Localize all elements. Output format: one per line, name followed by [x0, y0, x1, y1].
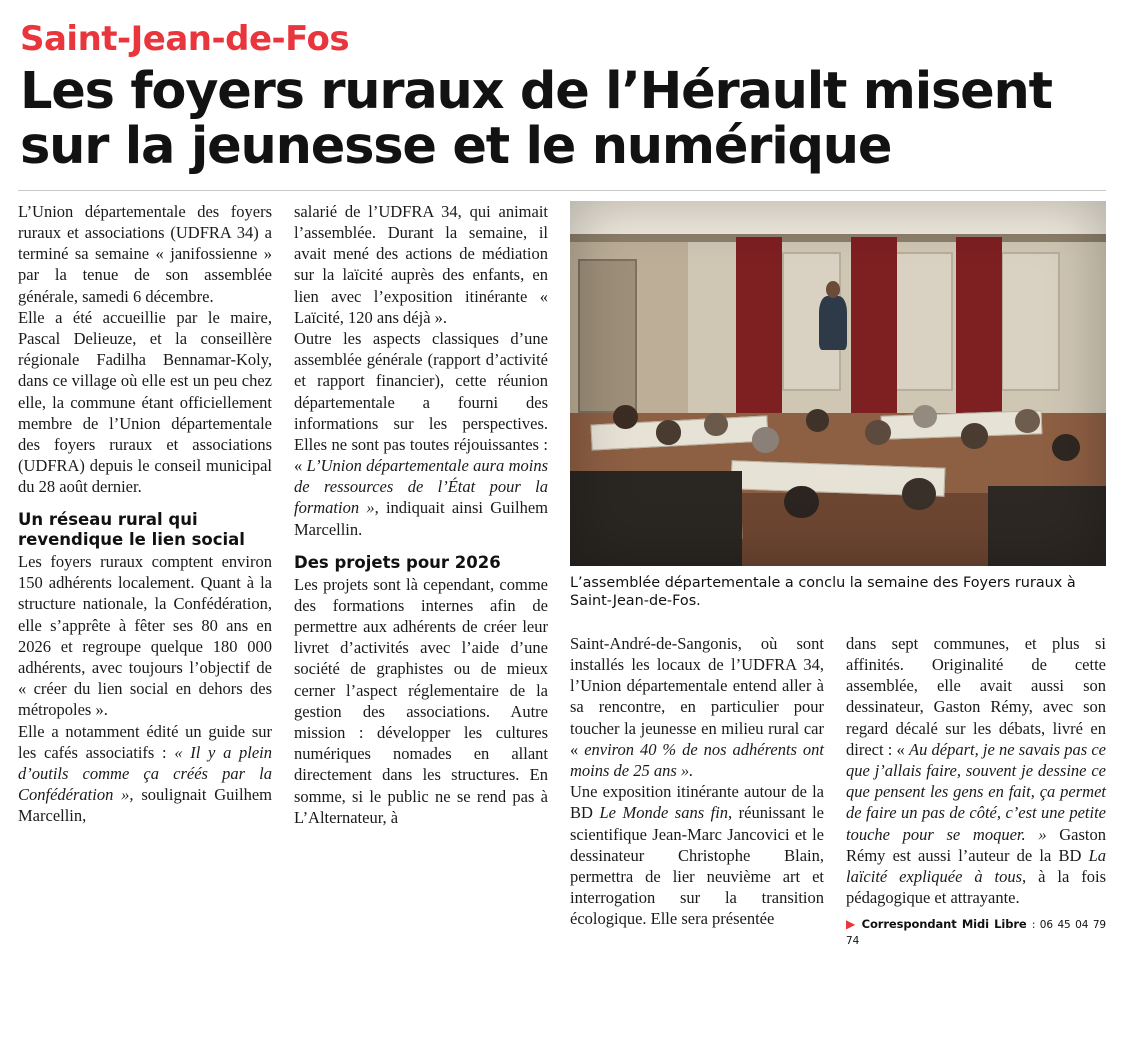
column-4	[846, 633, 1106, 948]
byline-credit	[846, 917, 1106, 948]
paragraph-text: , indiquait ainsi Guilhem Marcellin.	[294, 498, 548, 539]
photo-caption: L’assemblée départementale a conclu la semaine des Foyers ruraux à Saint-Jean-de-Fos.	[570, 574, 1076, 610]
pull-quote: L’Union départementale aura moins de ressources de l’État pour la formation »	[294, 456, 548, 518]
photo-vignette	[570, 201, 1106, 566]
work-title: Le Monde sans fin	[599, 803, 729, 823]
header-divider	[18, 190, 1106, 191]
paragraph: L’Union départementale des foyers ruraux et associations (UDFRA 34) a terminé sa semaine « janifossienne » par la tenue de son assemblée générale, samedi 6 décembre.	[18, 201, 272, 306]
paragraph-text: soulignait Guilhem Marcellin,	[18, 785, 273, 826]
triangle-icon: ▶	[846, 917, 857, 932]
page-title: Les foyers ruraux de l’Hérault misent sur la jeunesse et le numérique	[20, 61, 1052, 176]
work-title: La laïcité expliquée à tous	[846, 845, 1107, 886]
column-3	[570, 633, 824, 930]
paragraph-text: Une exposition itinérante autour de la BD	[570, 782, 824, 823]
paragraph-text: , réunissant le scientifique Jean-Marc Jancovici et le dessinateur Christophe Blain, permettra de lier neuvième art et interrogation sur la transition écologique. Elle sera présentée	[570, 803, 824, 929]
paragraph-text: Saint-André-de-Sangonis, où sont installés les locaux de l’UDFRA 34, l’Union départementale entend aller à sa rencontre, en particulier pour toucher la jeunesse en milieu rural car «	[570, 633, 824, 759]
paragraph	[846, 633, 1106, 908]
pull-quote: « Il y a plein d’outils comme ça créés par la Confédération »,	[18, 742, 273, 805]
paragraph: salarié de l’UDFRA 34, qui animait l’assemblée. Durant la semaine, il avait mené des actions de médiation sur la laïcité auprès des enfants, en lien avec l’exposition itinérante « Laïcité, 120 ans déjà ».	[294, 201, 548, 327]
paragraph-text: Outre les aspects classiques d’une assemblée générale (rapport d’activité et rapport financier), cette réunion départementale a fourni des informations sur les perspectives. Elles ne sont pas toutes réjouissantes : «	[294, 328, 548, 476]
paragraph: Les foyers ruraux comptent environ 150 adhérents localement. Quant à la structure nationale, la Confédération, elle s’apprête à fêter ses 80 ans en 2026 et regroupe quelque 180 000 adhérents, avec toujours l’objectif de « créer du lien social en dehors des métropoles ».	[18, 552, 272, 720]
credit-label: Correspondant Midi Libre	[861, 917, 1027, 932]
paragraph-text: Elle a notamment édité un guide sur les cafés associatifs :	[18, 721, 272, 762]
column-2	[294, 201, 548, 828]
kicker-location: Saint-Jean-de-Fos	[20, 19, 350, 59]
paragraph: Elle a été accueillie par le maire, Pascal Delieuze, et la conseillère régionale Fadilha Bennamar-Koly, dans ce village où elle est un peu chez elle, la commune étant officiellement membre de l’Union départementale des foyers ruraux et associations (UDFRA) depuis le conseil municipal du 28 août dernier.	[18, 307, 272, 497]
paragraph-text: dans sept communes, et plus si affinités. Originalité de cette assemblée, elle avait aussi son dessinateur, Gaston Rémy, avec son regard décalé sur les débats, livré en direct : «	[846, 633, 1106, 759]
credit-phone: : 06 45 04 79 74	[846, 919, 1106, 947]
paragraph-text: , à la fois pédagogique et attrayante.	[846, 866, 1106, 908]
paragraph: Les projets sont là cependant, comme des formations internes afin de permettre aux adhérents de créer leur livret d’activités avec l’aide d’une société de graphistes ou de mieux cerner l’aspect réglementaire de la gestion des associations. Autre mission : développer les cultures numériques nomades en allant directement dans les structures. En somme, si le public ne se rend pas à L’Alternateur, à	[294, 574, 548, 827]
pull-quote: Au départ, je ne savais pas ce que j’allais faire, souvent je dessine ce que pensent les gens en fait, ça permet de faire un pas de côté, c’est une petite touche pour se moquer. »	[846, 739, 1106, 844]
paragraph	[570, 633, 824, 781]
article-photo	[570, 201, 1106, 566]
column-1	[18, 201, 272, 827]
pull-quote: environ 40 % de nos adhérents ont moins de 25 ans ».	[570, 739, 824, 780]
subheading: Un réseau rural qui revendique le lien social	[18, 510, 245, 550]
photo-block	[570, 201, 1106, 611]
paragraph	[570, 781, 824, 929]
paragraph	[18, 721, 272, 827]
subheading: Des projets pour 2026	[294, 552, 501, 572]
paragraph-text: Gaston Rémy est aussi l’auteur de la BD	[846, 824, 1107, 865]
paragraph	[294, 328, 548, 540]
